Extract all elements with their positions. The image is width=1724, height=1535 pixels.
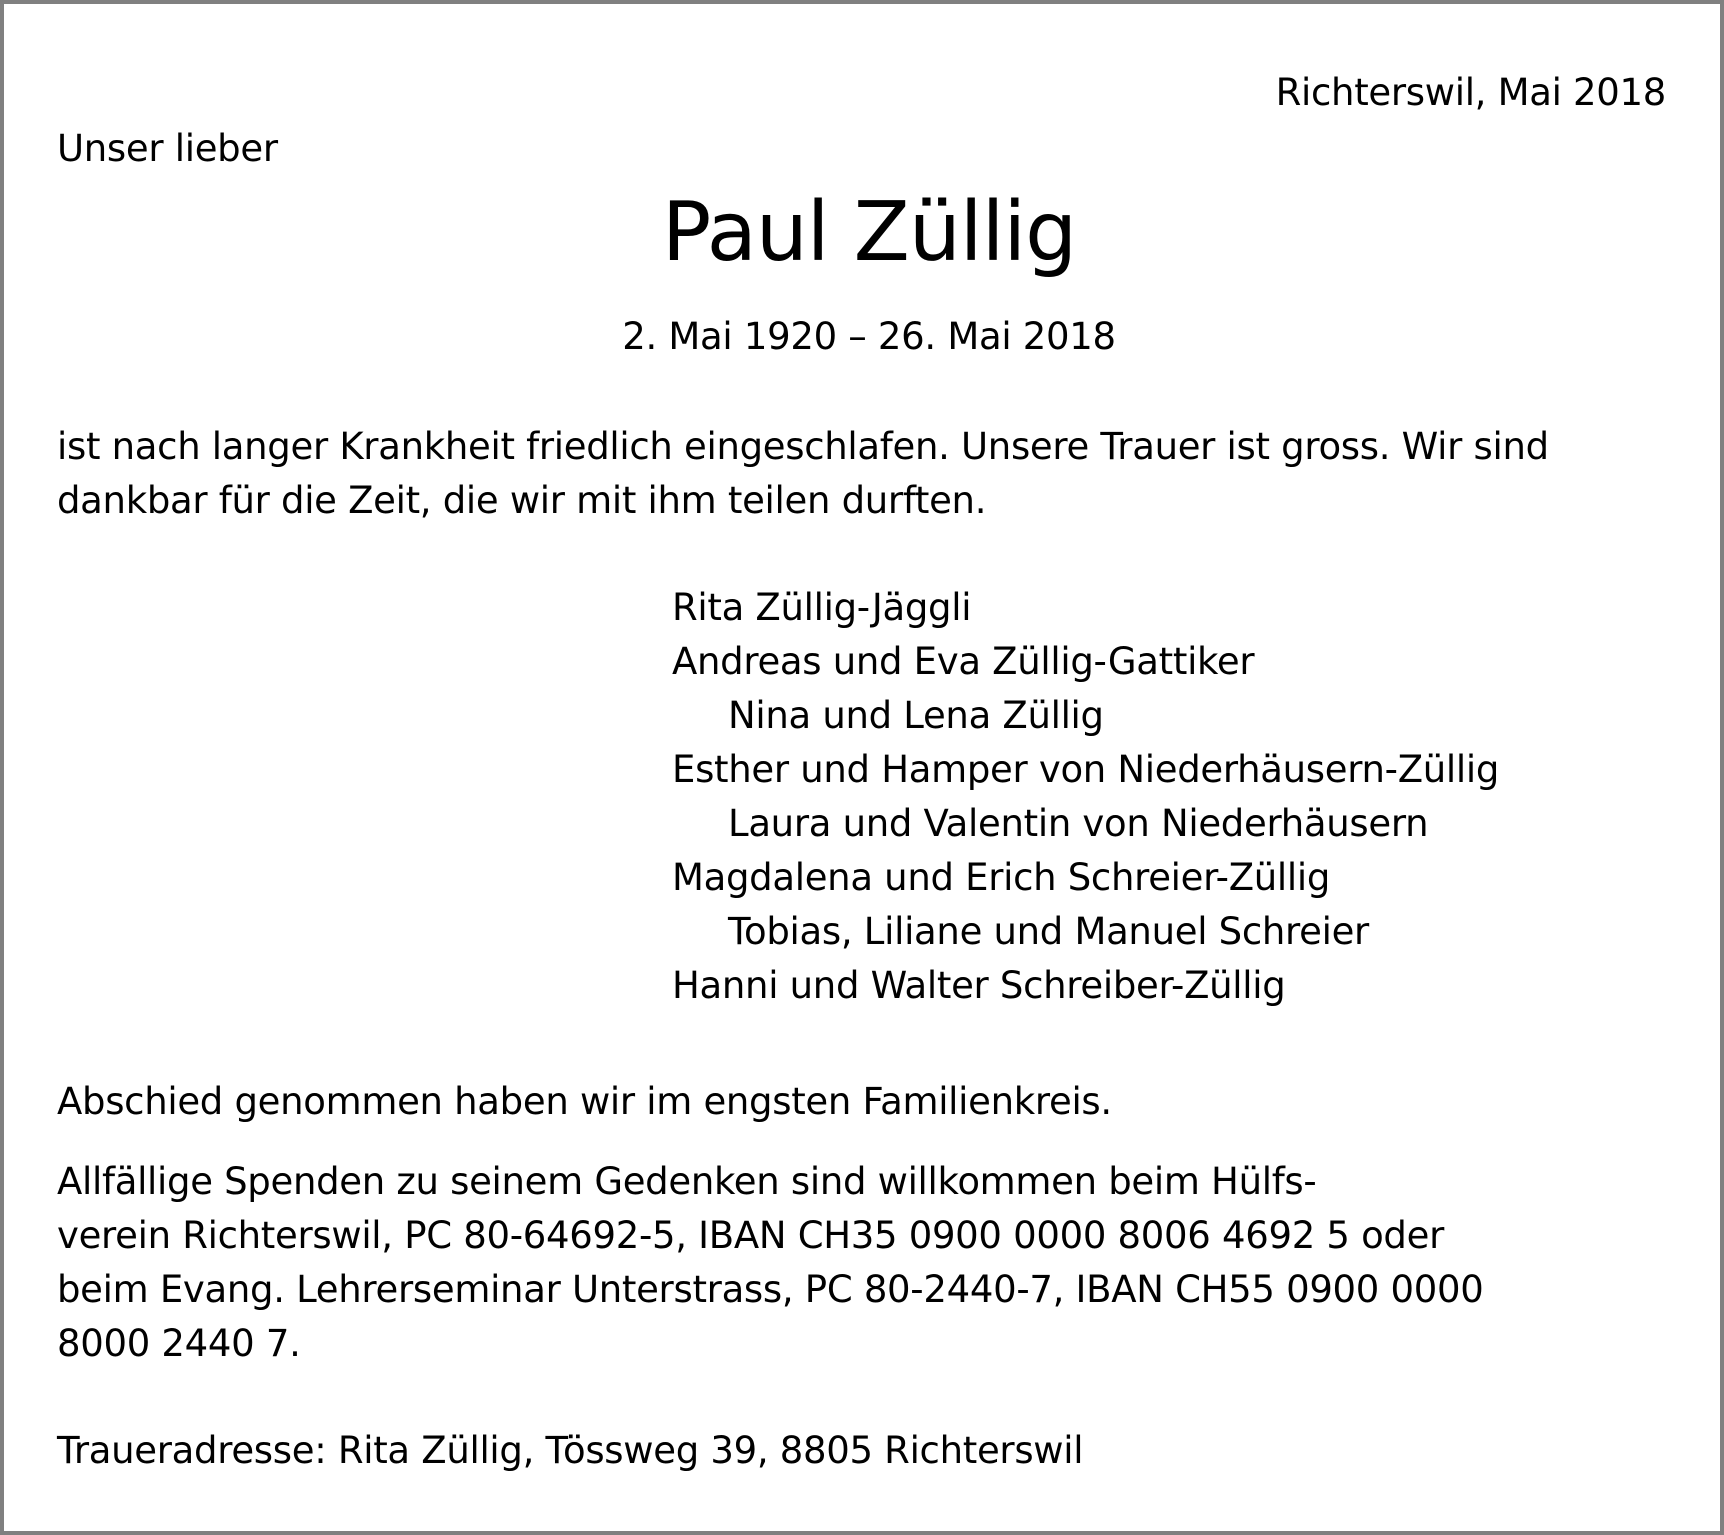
- mourner-name: Andreas und Eva Züllig-Gattiker: [672, 640, 1255, 683]
- donation-line: 8000 2440 7.: [57, 1322, 301, 1365]
- mourners-list: [672, 586, 1500, 1021]
- mourning-address: Traueradresse: Rita Züllig, Tössweg 39, 8805 Richterswil: [57, 1429, 1084, 1472]
- farewell-text: Abschied genommen haben wir im engsten Familienkreis.: [57, 1080, 1112, 1123]
- donations-paragraph: [57, 1160, 1484, 1379]
- mourner-name-grandchildren: Laura und Valentin von Niederhäusern: [728, 802, 1429, 845]
- place-date: Richterswil, Mai 2018: [1275, 71, 1666, 114]
- mourner-name: Esther und Hamper von Niederhäusern-Züllig: [672, 748, 1500, 791]
- donation-line: beim Evang. Lehrerseminar Unterstrass, PC 80-2440-7, IBAN CH55 0900 0000: [57, 1268, 1484, 1311]
- intro-text: Unser lieber: [57, 127, 278, 170]
- donation-line: verein Richterswil, PC 80-64692-5, IBAN CH35 0900 0000 8006 4692 5 oder: [57, 1214, 1444, 1257]
- life-dates: 2. Mai 1920 – 26. Mai 2018: [622, 315, 1116, 358]
- message-line: ist nach langer Krankheit friedlich eingeschlafen. Unsere Trauer ist gross. Wir sind: [57, 425, 1549, 468]
- mourner-name: Rita Züllig-Jäggli: [672, 586, 972, 629]
- message-line: dankbar für die Zeit, die wir mit ihm teilen durften.: [57, 479, 987, 522]
- mourner-name-grandchildren: Tobias, Liliane und Manuel Schreier: [728, 910, 1369, 953]
- mourner-name: Hanni und Walter Schreiber-Züllig: [672, 964, 1286, 1007]
- donation-line: Allfällige Spenden zu seinem Gedenken sind willkommen beim Hülfs-: [57, 1160, 1317, 1203]
- deceased-name: Paul Züllig: [661, 185, 1077, 280]
- message-paragraph: [57, 425, 1549, 536]
- mourner-name: Magdalena und Erich Schreier-Züllig: [672, 856, 1331, 899]
- mourner-name-grandchildren: Nina und Lena Züllig: [728, 694, 1104, 737]
